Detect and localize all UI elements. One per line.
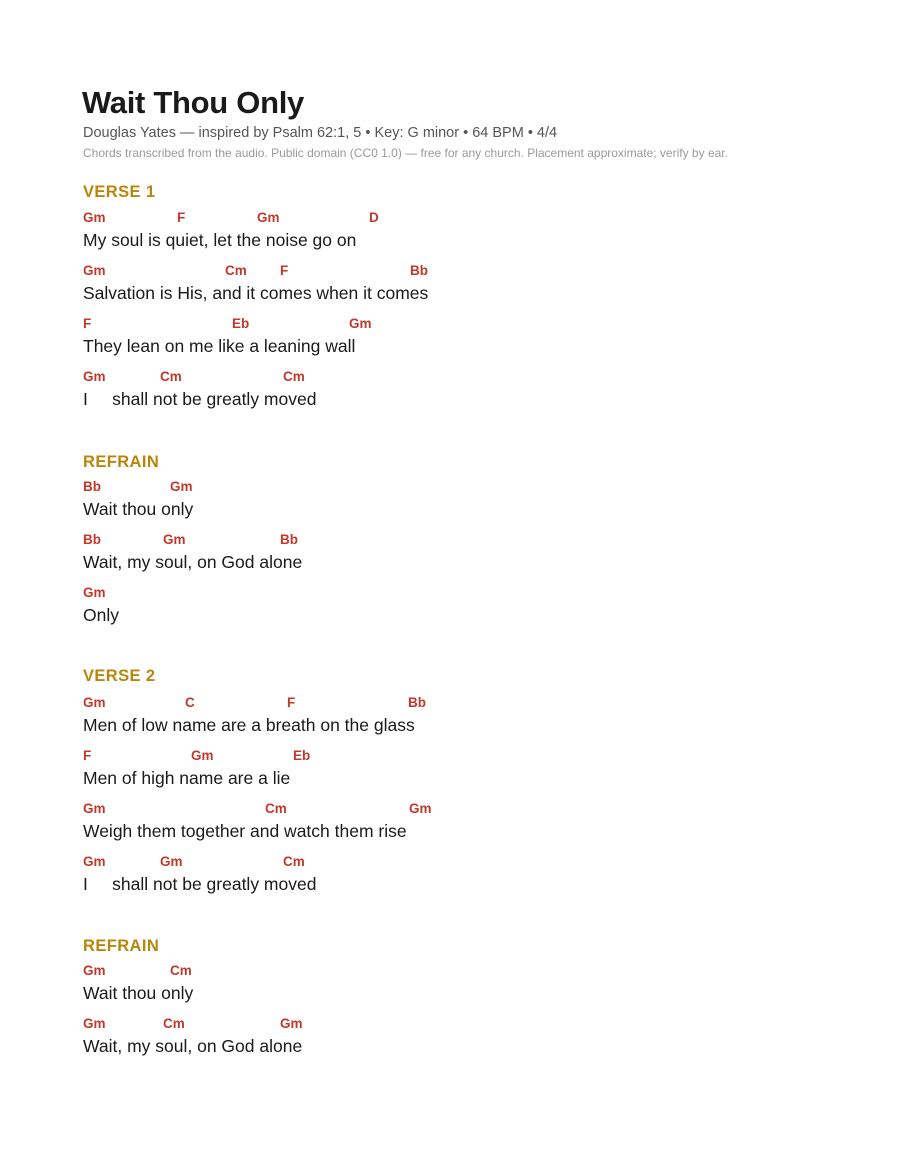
chord-line (83, 801, 843, 849)
chord: Cm (283, 369, 305, 384)
chord: Cm (283, 854, 305, 869)
chord: Gm (83, 210, 106, 225)
chord-line (83, 695, 843, 743)
chord: F (83, 316, 92, 331)
lyric-line: They lean on me like a leaning wall (83, 336, 356, 356)
chord-row (83, 585, 843, 603)
chord: F (83, 748, 92, 763)
chord: Gm (163, 532, 186, 547)
lyric-line: My soul is quiet, let the noise go on (83, 230, 357, 250)
chord-line (83, 1016, 843, 1064)
chord: Bb (280, 532, 298, 547)
chord: Gm (191, 748, 214, 763)
chord: Gm (83, 801, 106, 816)
chord: Gm (83, 1016, 106, 1031)
lyric-line: Wait thou only (83, 983, 194, 1003)
chord: Gm (280, 1016, 303, 1031)
chord: Gm (83, 585, 106, 600)
lyric-line: Wait, my soul, on God alone (83, 552, 303, 572)
chord-row (83, 532, 843, 550)
chord: Eb (293, 748, 311, 763)
section-label-verse-1: VERSE 1 (83, 183, 156, 201)
chord: Gm (83, 263, 106, 278)
lyric-line: Only (83, 605, 119, 625)
section-label-verse-2: VERSE 2 (83, 667, 156, 685)
lyric-line: Wait thou only (83, 499, 194, 519)
lyric-line: I shall not be greatly moved (83, 389, 317, 409)
song-title: Wait Thou Only (82, 85, 304, 120)
chord: F (280, 263, 289, 278)
chord-row (83, 369, 843, 387)
chord: Gm (257, 210, 280, 225)
chord-row (83, 695, 843, 713)
chord-row (83, 801, 843, 819)
chord: Bb (83, 479, 101, 494)
chord-row (83, 210, 843, 228)
lyric-line: Weigh them together and watch them rise (83, 821, 407, 841)
chord: Gm (160, 854, 183, 869)
chord-row (83, 748, 843, 766)
chord-line (83, 369, 843, 417)
chord-line (83, 748, 843, 796)
chord: D (369, 210, 379, 225)
chord-line (83, 963, 843, 1011)
lyric-line: I shall not be greatly moved (83, 874, 317, 894)
chord: Bb (410, 263, 428, 278)
chord: Gm (409, 801, 432, 816)
chord-line (83, 585, 843, 633)
chord-line (83, 210, 843, 258)
chord: Cm (225, 263, 247, 278)
lyric-line: Wait, my soul, on God alone (83, 1036, 303, 1056)
chord: Bb (408, 695, 426, 710)
chord-row (83, 963, 843, 981)
chord: C (185, 695, 195, 710)
chord-row (83, 263, 843, 281)
chord: Bb (83, 532, 101, 547)
chord-row (83, 1016, 843, 1034)
lyric-line: Men of low name are a breath on the glass (83, 715, 415, 735)
lyric-line: Men of high name are a lie (83, 768, 291, 788)
chord-row (83, 854, 843, 872)
song-meta: Douglas Yates — inspired by Psalm 62:1, 5 • Key: G minor • 64 BPM • 4/4 (83, 125, 558, 141)
chord: Gm (170, 479, 193, 494)
chord: Cm (163, 1016, 185, 1031)
chord-line (83, 532, 843, 580)
chord: Gm (83, 854, 106, 869)
chord-line (83, 316, 843, 364)
chord-line (83, 854, 843, 902)
chord: Eb (232, 316, 250, 331)
chord: F (287, 695, 296, 710)
chord: Gm (349, 316, 372, 331)
section-label-refrain: REFRAIN (83, 453, 160, 471)
chord-row (83, 479, 843, 497)
chord: F (177, 210, 186, 225)
chord: Cm (170, 963, 192, 978)
chord: Gm (83, 963, 106, 978)
chord: Cm (265, 801, 287, 816)
lyric-line: Salvation is His, and it comes when it comes (83, 283, 429, 303)
transcription-note: Chords transcribed from the audio. Public domain (CC0 1.0) — free for any church. Placement approximate; verify by ear. (83, 146, 728, 160)
section-label-refrain-2: REFRAIN (83, 937, 160, 955)
chord: Gm (83, 695, 106, 710)
chord-line (83, 479, 843, 527)
chord: Gm (83, 369, 106, 384)
chord-row (83, 316, 843, 334)
chord: Cm (160, 369, 182, 384)
chord-line (83, 263, 843, 311)
